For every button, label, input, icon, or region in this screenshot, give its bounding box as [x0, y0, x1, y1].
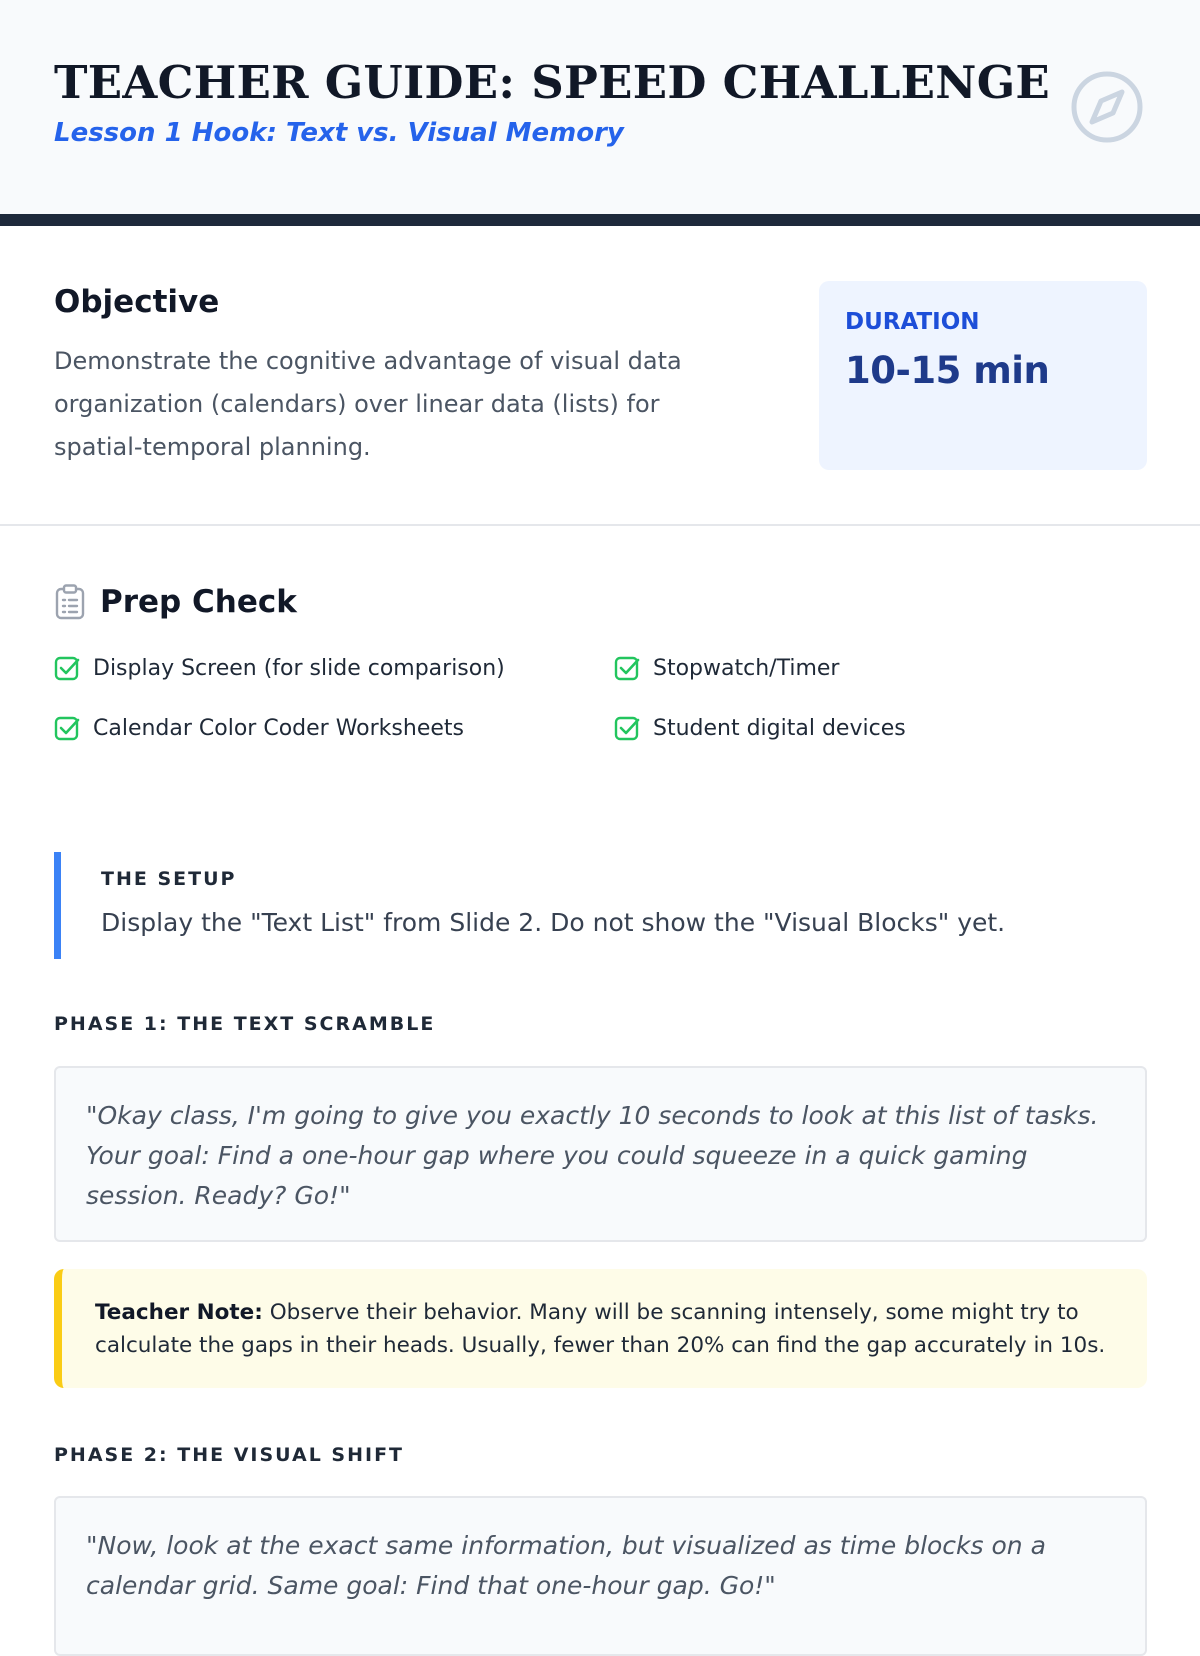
- setup-text: Display the "Text List" from Slide 2. Do not show the "Visual Blocks" yet.: [101, 908, 1006, 937]
- teacher-note-callout: [54, 1269, 1147, 1388]
- prep-item-label: Display Screen (for slide comparison): [93, 655, 505, 681]
- prep-item-display-screen: [54, 655, 505, 681]
- page-subtitle: Lesson 1 Hook: Text vs. Visual Memory: [54, 118, 624, 148]
- objective-text: Demonstrate the cognitive advantage of visual data organization (calendars) over linear data (lists) for spatial-temporal planning.: [54, 347, 682, 461]
- page-header: [0, 0, 1200, 214]
- prep-item-worksheets: [54, 715, 464, 741]
- prep-check-heading: Prep Check: [100, 584, 297, 620]
- objective-heading: Objective: [54, 284, 220, 320]
- teacher-note-text: [95, 1296, 1135, 1362]
- checkbox-checked-icon: [614, 655, 640, 681]
- compass-icon: [1070, 70, 1144, 144]
- checkbox-checked-icon: [54, 655, 80, 681]
- prep-item-label: Stopwatch/Timer: [653, 655, 840, 681]
- duration-card: [819, 281, 1147, 470]
- clipboard-list-icon: [54, 584, 86, 620]
- prep-item-label: Student digital devices: [653, 715, 906, 741]
- phase-1-heading: PHASE 1: THE TEXT SCRAMBLE: [54, 1013, 436, 1035]
- prep-item-devices: [614, 715, 906, 741]
- phase-1-script-box: [54, 1066, 1147, 1242]
- setup-callout: [54, 852, 1147, 959]
- section-divider: [0, 524, 1200, 526]
- prep-item-stopwatch: [614, 655, 839, 681]
- header-divider-bar: [0, 214, 1200, 226]
- teacher-note-body: Observe their behavior. Many will be scanning intensely, some might try to calculate the gaps in their heads. Usually, fewer than 20% can find the gap accurately in 10s.: [95, 1300, 1106, 1358]
- page-title: TEACHER GUIDE: SPEED CHALLENGE: [54, 56, 1051, 109]
- duration-value: 10-15 min: [845, 349, 1050, 392]
- phase-1-script-text: "Okay class, I'm going to give you exactly 10 seconds to look at this list of tasks. Your goal: Find a one-hour gap where you could squeeze in a quick gaming session. Ready? Go!": [86, 1101, 1099, 1210]
- phase-2-script-text: "Now, look at the exact same information, but visualized as time blocks on a calendar grid. Same goal: Find that one-hour gap. Go!": [86, 1531, 1046, 1600]
- phase-2-heading: PHASE 2: THE VISUAL SHIFT: [54, 1444, 405, 1466]
- phase-2-script-box: [54, 1496, 1147, 1656]
- checkbox-checked-icon: [54, 715, 80, 741]
- setup-label: THE SETUP: [101, 868, 237, 890]
- duration-label: DURATION: [845, 309, 980, 335]
- checkbox-checked-icon: [614, 715, 640, 741]
- teacher-note-label: Teacher Note:: [95, 1300, 263, 1325]
- prep-item-label: Calendar Color Coder Worksheets: [93, 715, 464, 741]
